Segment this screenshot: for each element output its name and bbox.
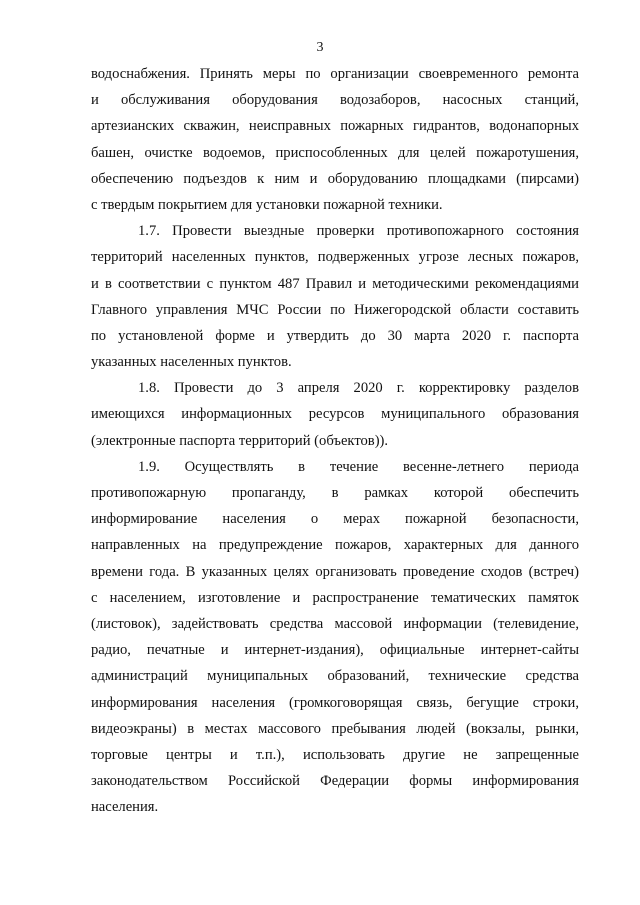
text-line: 1.9. Осуществлять в течение весенне-летнего периода xyxy=(138,458,579,475)
text-line: (электронные паспорта территорий (объектов)). xyxy=(91,432,389,449)
text-line: с населением, изготовление и распространение тематических памяток xyxy=(91,589,579,606)
text-line: информирования населения (громкоговорящая связь, бегущие строки, xyxy=(91,694,579,711)
text-line: башен, очистке водоемов, приспособленных для целей пожаротушения, xyxy=(91,144,579,161)
text-line: артезианских скважин, неисправных пожарных гидрантов, водонапорных xyxy=(91,118,579,135)
text-line: времени года. В указанных целях организовать проведение сходов (встреч) xyxy=(91,563,579,580)
text-line: администраций муниципальных образований, технические средства xyxy=(91,668,579,685)
text-line: законодательством Российской Федерации формы информирования xyxy=(91,773,579,790)
text-line: населения. xyxy=(91,799,159,816)
page-number: 3 xyxy=(316,40,324,55)
text-line: указанных населенных пунктов. xyxy=(91,354,292,371)
text-line: и обслуживания оборудования водозаборов, насосных станций, xyxy=(91,92,579,109)
text-line: с твердым покрытием для установки пожарной техники. xyxy=(91,196,443,213)
text-line: информирование населения о мерах пожарной безопасности, xyxy=(91,511,579,528)
text-line: радио, печатные и интернет-издания), официальные интернет-сайты xyxy=(91,642,579,659)
text-line: обеспечению подъездов к ним и оборудованию площадками (пирсами) xyxy=(91,170,579,187)
text-line: водоснабжения. Принять меры по организации своевременного ремонта xyxy=(91,66,579,82)
text-line: и в соответствии с пунктом 487 Правил и методическими рекомендациями xyxy=(91,275,579,292)
text-line: имеющихся информационных ресурсов муниципального образования xyxy=(91,406,579,423)
text-line: торговые центры и т.п.), использовать другие не запрещенные xyxy=(91,746,579,763)
text-line: видеоэкраны) в местах массового пребывания людей (вокзалы, рынки, xyxy=(91,720,579,737)
text-line: направленных на предупреждение пожаров, характерных для данного xyxy=(91,537,579,554)
document-body xyxy=(91,61,579,820)
text-line: 1.8. Провести до 3 апреля 2020 г. корректировку разделов xyxy=(138,380,579,397)
text-line: 1.7. Провести выездные проверки противопожарного состояния xyxy=(138,223,579,240)
text-line: (листовок), задействовать средства массовой информации (телевидение, xyxy=(91,615,579,632)
text-line: территорий населенных пунктов, подверженных угрозе лесных пожаров, xyxy=(91,249,579,266)
text-line: Главного управления МЧС России по Нижегородской области составить xyxy=(91,301,579,318)
text-line: по установленой форме и утвердить до 30 марта 2020 г. паспорта xyxy=(91,327,579,344)
text-line: противопожарную пропаганду, в рамках которой обеспечить xyxy=(91,485,579,501)
